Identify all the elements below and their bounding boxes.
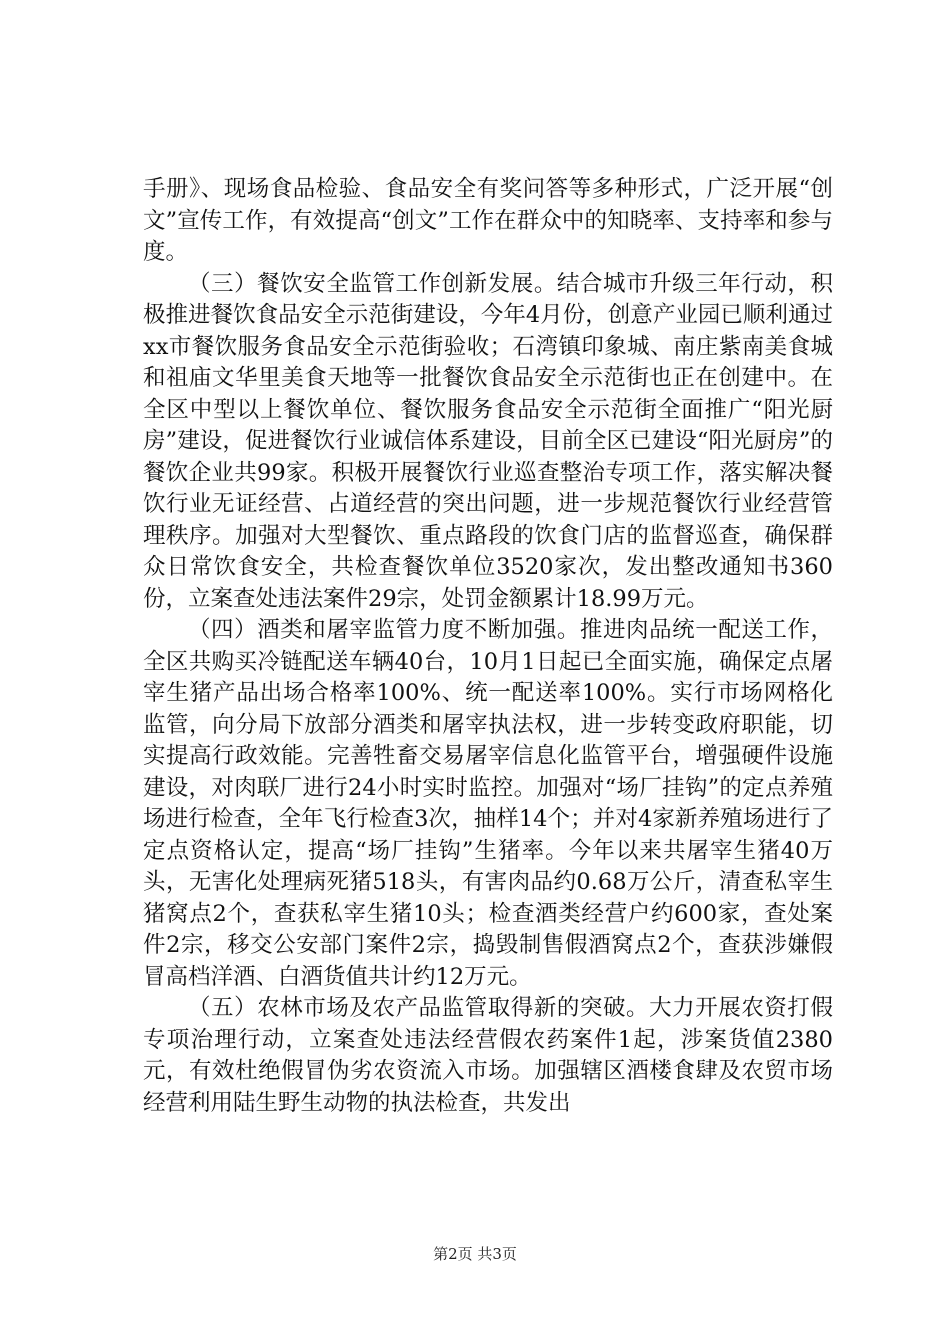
page-footer: 第2页 共3页 bbox=[433, 1245, 517, 1263]
paragraph-continuation: 手册》、现场食品检验、食品安全有奖问答等多种形式，广泛开展“创文”宣传工作，有效提高“创文”工作在群众中的知晓率、支持率和参与度。 bbox=[143, 176, 833, 265]
document-body bbox=[143, 174, 833, 1119]
paragraph-section-4: （四）酒类和屠宰监管力度不断加强。推进肉品统一配送工作，全区共购买冷链配送车辆40台，10月1日起已全面实施，确保定点屠宰生猪产品出场合格率100%、统一配送率100%。实行市场网格化监管，向分局下放部分酒类和屠宰执法权，进一步转变政府职能，切实提高行政效能。完善牲畜交易屠宰信息化监管平台，增强硬件设施建设，对肉联厂进行24小时实时监控。加强对“场厂挂钩”的定点养殖场进行检查，全年飞行检查3次，抽样14个；并对4家新养殖场进行了定点资格认定，提高“场厂挂钩”生猪率。今年以来共屠宰生猪40万头，无害化处理病死猪518头，有害肉品约0.68万公斤，清查私宰生猪窝点2个，查获私宰生猪10头；检查酒类经营户约600家，查处案件2宗，移交公安部门案件2宗，捣毁制售假酒窝点2个，查获涉嫌假冒高档洋酒、白酒货值共计约12万元。 bbox=[143, 617, 833, 990]
paragraph-section-5: （五）农林市场及农产品监管取得新的突破。大力开展农资打假专项治理行动，立案查处违法经营假农药案件1起，涉案货值2380元，有效杜绝假冒伪劣农资流入市场。加强辖区酒楼食肆及农贸市场经营利用陆生野生动物的执法检查，共发出 bbox=[143, 995, 833, 1116]
paragraph-section-3: （三）餐饮安全监管工作创新发展。结合城市升级三年行动，积极推进餐饮食品安全示范街建设，今年4月份，创意产业园已顺利通过xx市餐饮服务食品安全示范街验收；石湾镇印象城、南庄紫南美食城和祖庙文华里美食天地等一批餐饮食品安全示范街也正在创建中。在全区中型以上餐饮单位、餐饮服务食品安全示范街全面推广“阳光厨房”建设，促进餐饮行业诚信体系建设，目前全区已建设“阳光厨房”的餐饮企业共99家。积极开展餐饮行业巡查整治专项工作，落实解决餐饮行业无证经营、占道经营的突出问题，进一步规范餐饮行业经营管理秩序。加强对大型餐饮、重点路段的饮食门店的监督巡查，确保群众日常饮食安全，共检查餐饮单位3520家次，发出整改通知书360份，立案查处违法案件29宗，处罚金额累计18.99万元。 bbox=[143, 270, 833, 612]
